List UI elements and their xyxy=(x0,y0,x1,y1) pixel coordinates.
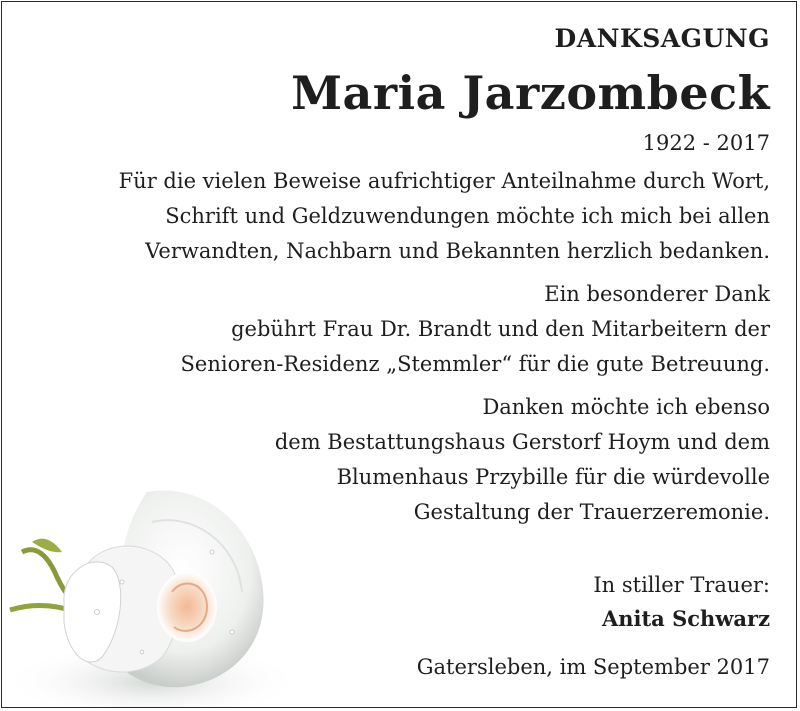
thanks-paragraph-1 xyxy=(30,164,770,269)
paragraph-line: Verwandten, Nachbarn und Bekannten herzlich bedanken. xyxy=(145,239,770,263)
deceased-name: Maria Jarzombeck xyxy=(291,66,770,120)
paragraph-line: dem Bestattungshaus Gerstorf Hoym und dem xyxy=(274,430,770,454)
paragraph-line: Blumenhaus Przybille für die würdevolle xyxy=(336,465,770,489)
paragraph-line: Danken möchte ich ebenso xyxy=(482,395,770,419)
thanks-paragraph-3 xyxy=(30,390,770,530)
signer-name: Anita Schwarz xyxy=(601,606,770,631)
thanks-paragraph-2 xyxy=(30,277,770,382)
paragraph-line: Gestaltung der Trauerzeremonie. xyxy=(413,500,770,524)
notice-text xyxy=(30,22,770,682)
mourning-label: In stiller Trauer: xyxy=(593,573,770,597)
paragraph-line: Ein besonderer Dank xyxy=(544,282,770,306)
heading-title: DANKSAGUNG xyxy=(554,24,770,53)
place-and-date: Gatersleben, im September 2017 xyxy=(416,655,770,679)
paragraph-line: gebührt Frau Dr. Brandt und den Mitarbeitern der xyxy=(231,317,770,341)
paragraph-line: Senioren-Residenz „Stemmler“ für die gute Betreuung. xyxy=(180,352,770,376)
paragraph-line: Schrift und Geldzuwendungen möchte ich mich bei allen xyxy=(165,204,770,228)
paragraph-line: Für die vielen Beweise aufrichtiger Anteilnahme durch Wort, xyxy=(118,169,770,193)
life-dates: 1922 - 2017 xyxy=(642,131,770,155)
obituary-notice xyxy=(1,1,797,708)
